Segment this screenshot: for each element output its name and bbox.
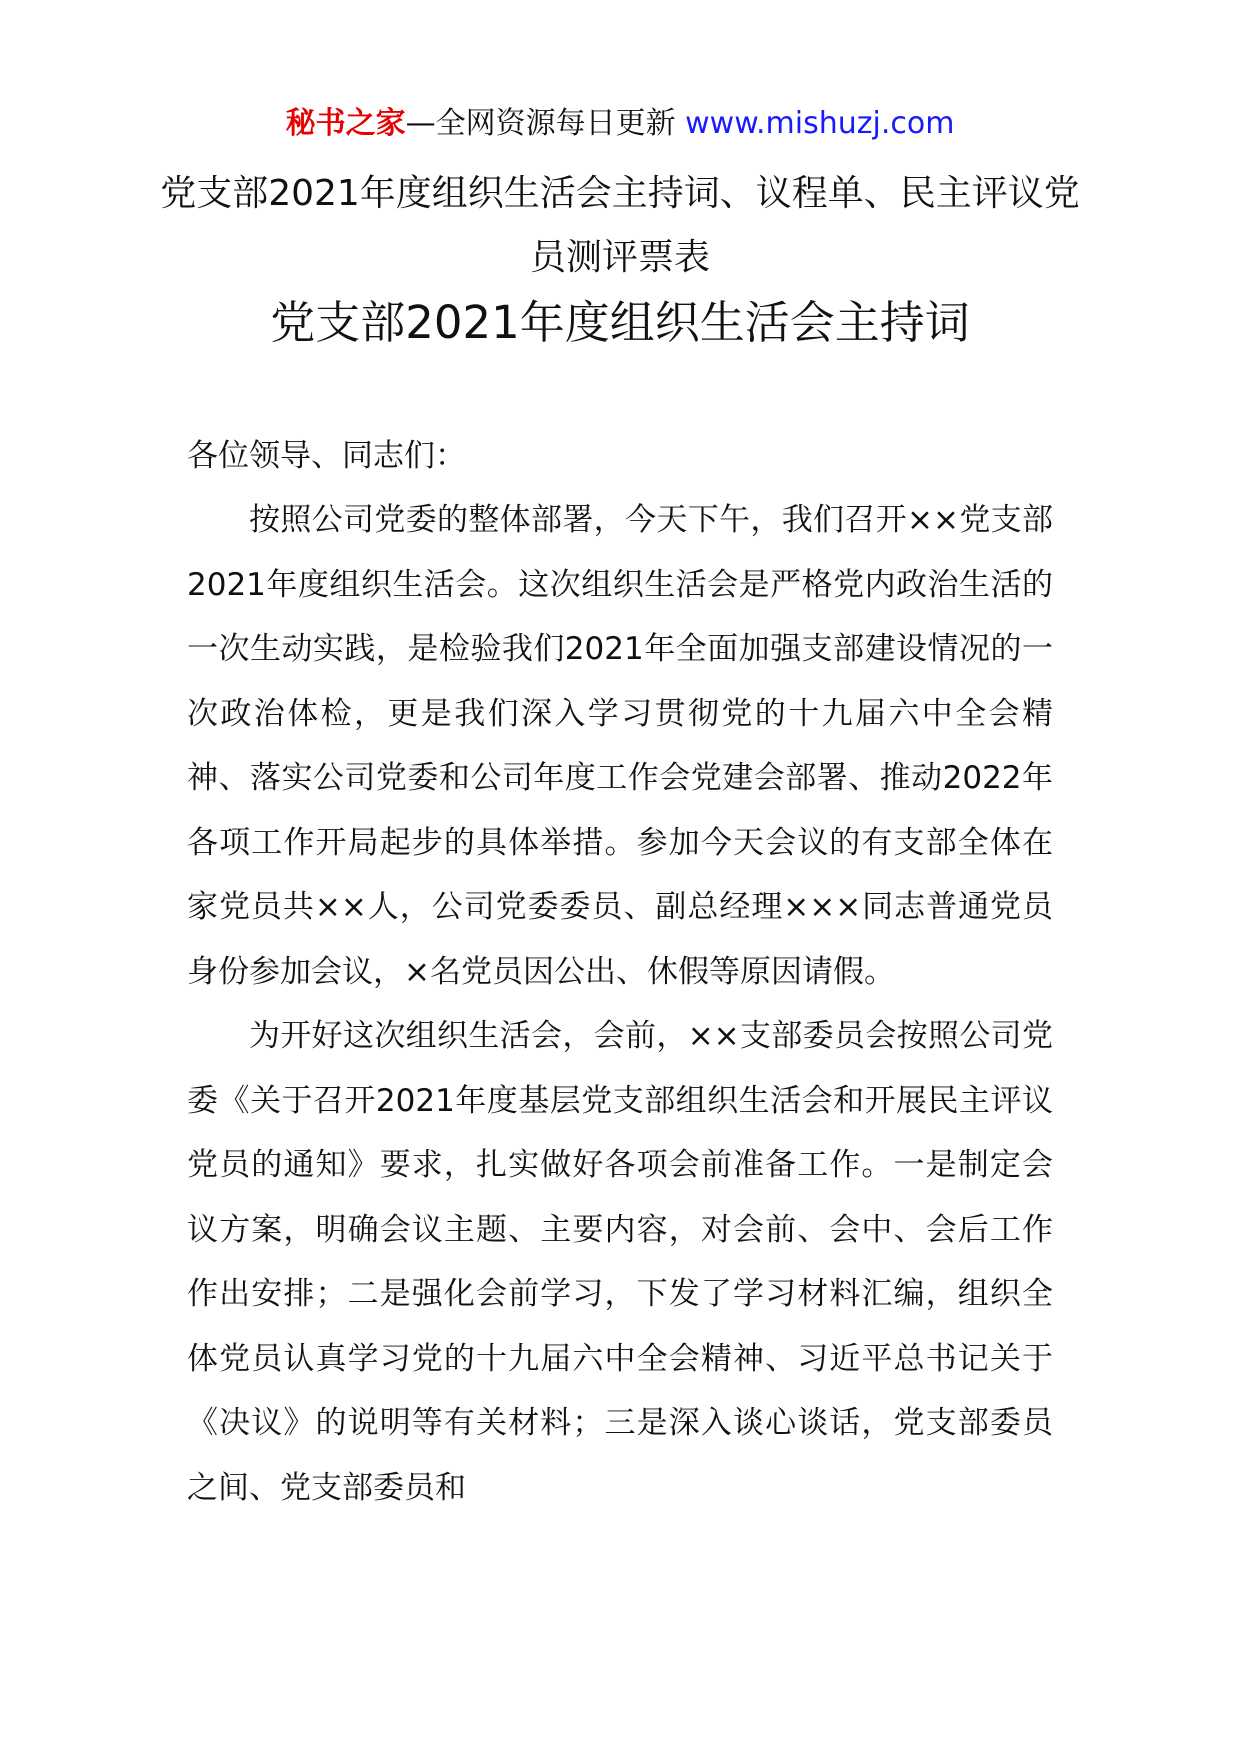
body-text (187, 488, 1053, 1520)
site-url-link[interactable]: www.mishuzj.com (685, 106, 955, 141)
document-title: 党支部2021年度组织生活会主持词、议程单、民主评议党员测评票表 (160, 173, 1080, 278)
header-tagline: —全网资源每日更新 (405, 106, 686, 141)
site-header (0, 98, 1240, 150)
paragraph: 为开好这次组织生活会，会前，××支部委员会按照公司党委《关于召开2021年度基层党支部组织生活会和开展民主评议党员的通知》要求，扎实做好各项会前准备工作。一是制定会议方案，明确会议主题、主要内容，对会前、会中、会后工作作出安排；二是强化会前学习，下发了学习材料汇编，组织全体党员认真学习党的十九届六中全会精神、习近平总书记关于《决议》的说明等有关材料；三是深入谈心谈话，党支部委员之间、党支部委员和 (187, 1018, 1053, 1506)
paragraph: 按照公司党委的整体部署，今天下午，我们召开××党支部2021年度组织生活会。这次组织生活会是严格党内政治生活的一次生动实践，是检验我们2021年全面加强支部建设情况的一次政治体检，更是我们深入学习贯彻党的十九届六中全会精神、落实公司党委和公司年度工作会党建会部署、推动2022年各项工作开局起步的具体举措。参加今天会议的有支部全体在家党员共××人，公司党委委员、副总经理×××同志普通党员身份参加会议，×名党员因公出、休假等原因请假。 (187, 502, 1053, 990)
salutation: 各位领导、同志们： (187, 438, 466, 474)
brand-name: 秘书之家 (285, 106, 406, 141)
section-title: 党支部2021年度组织生活会主持词 (270, 296, 970, 349)
